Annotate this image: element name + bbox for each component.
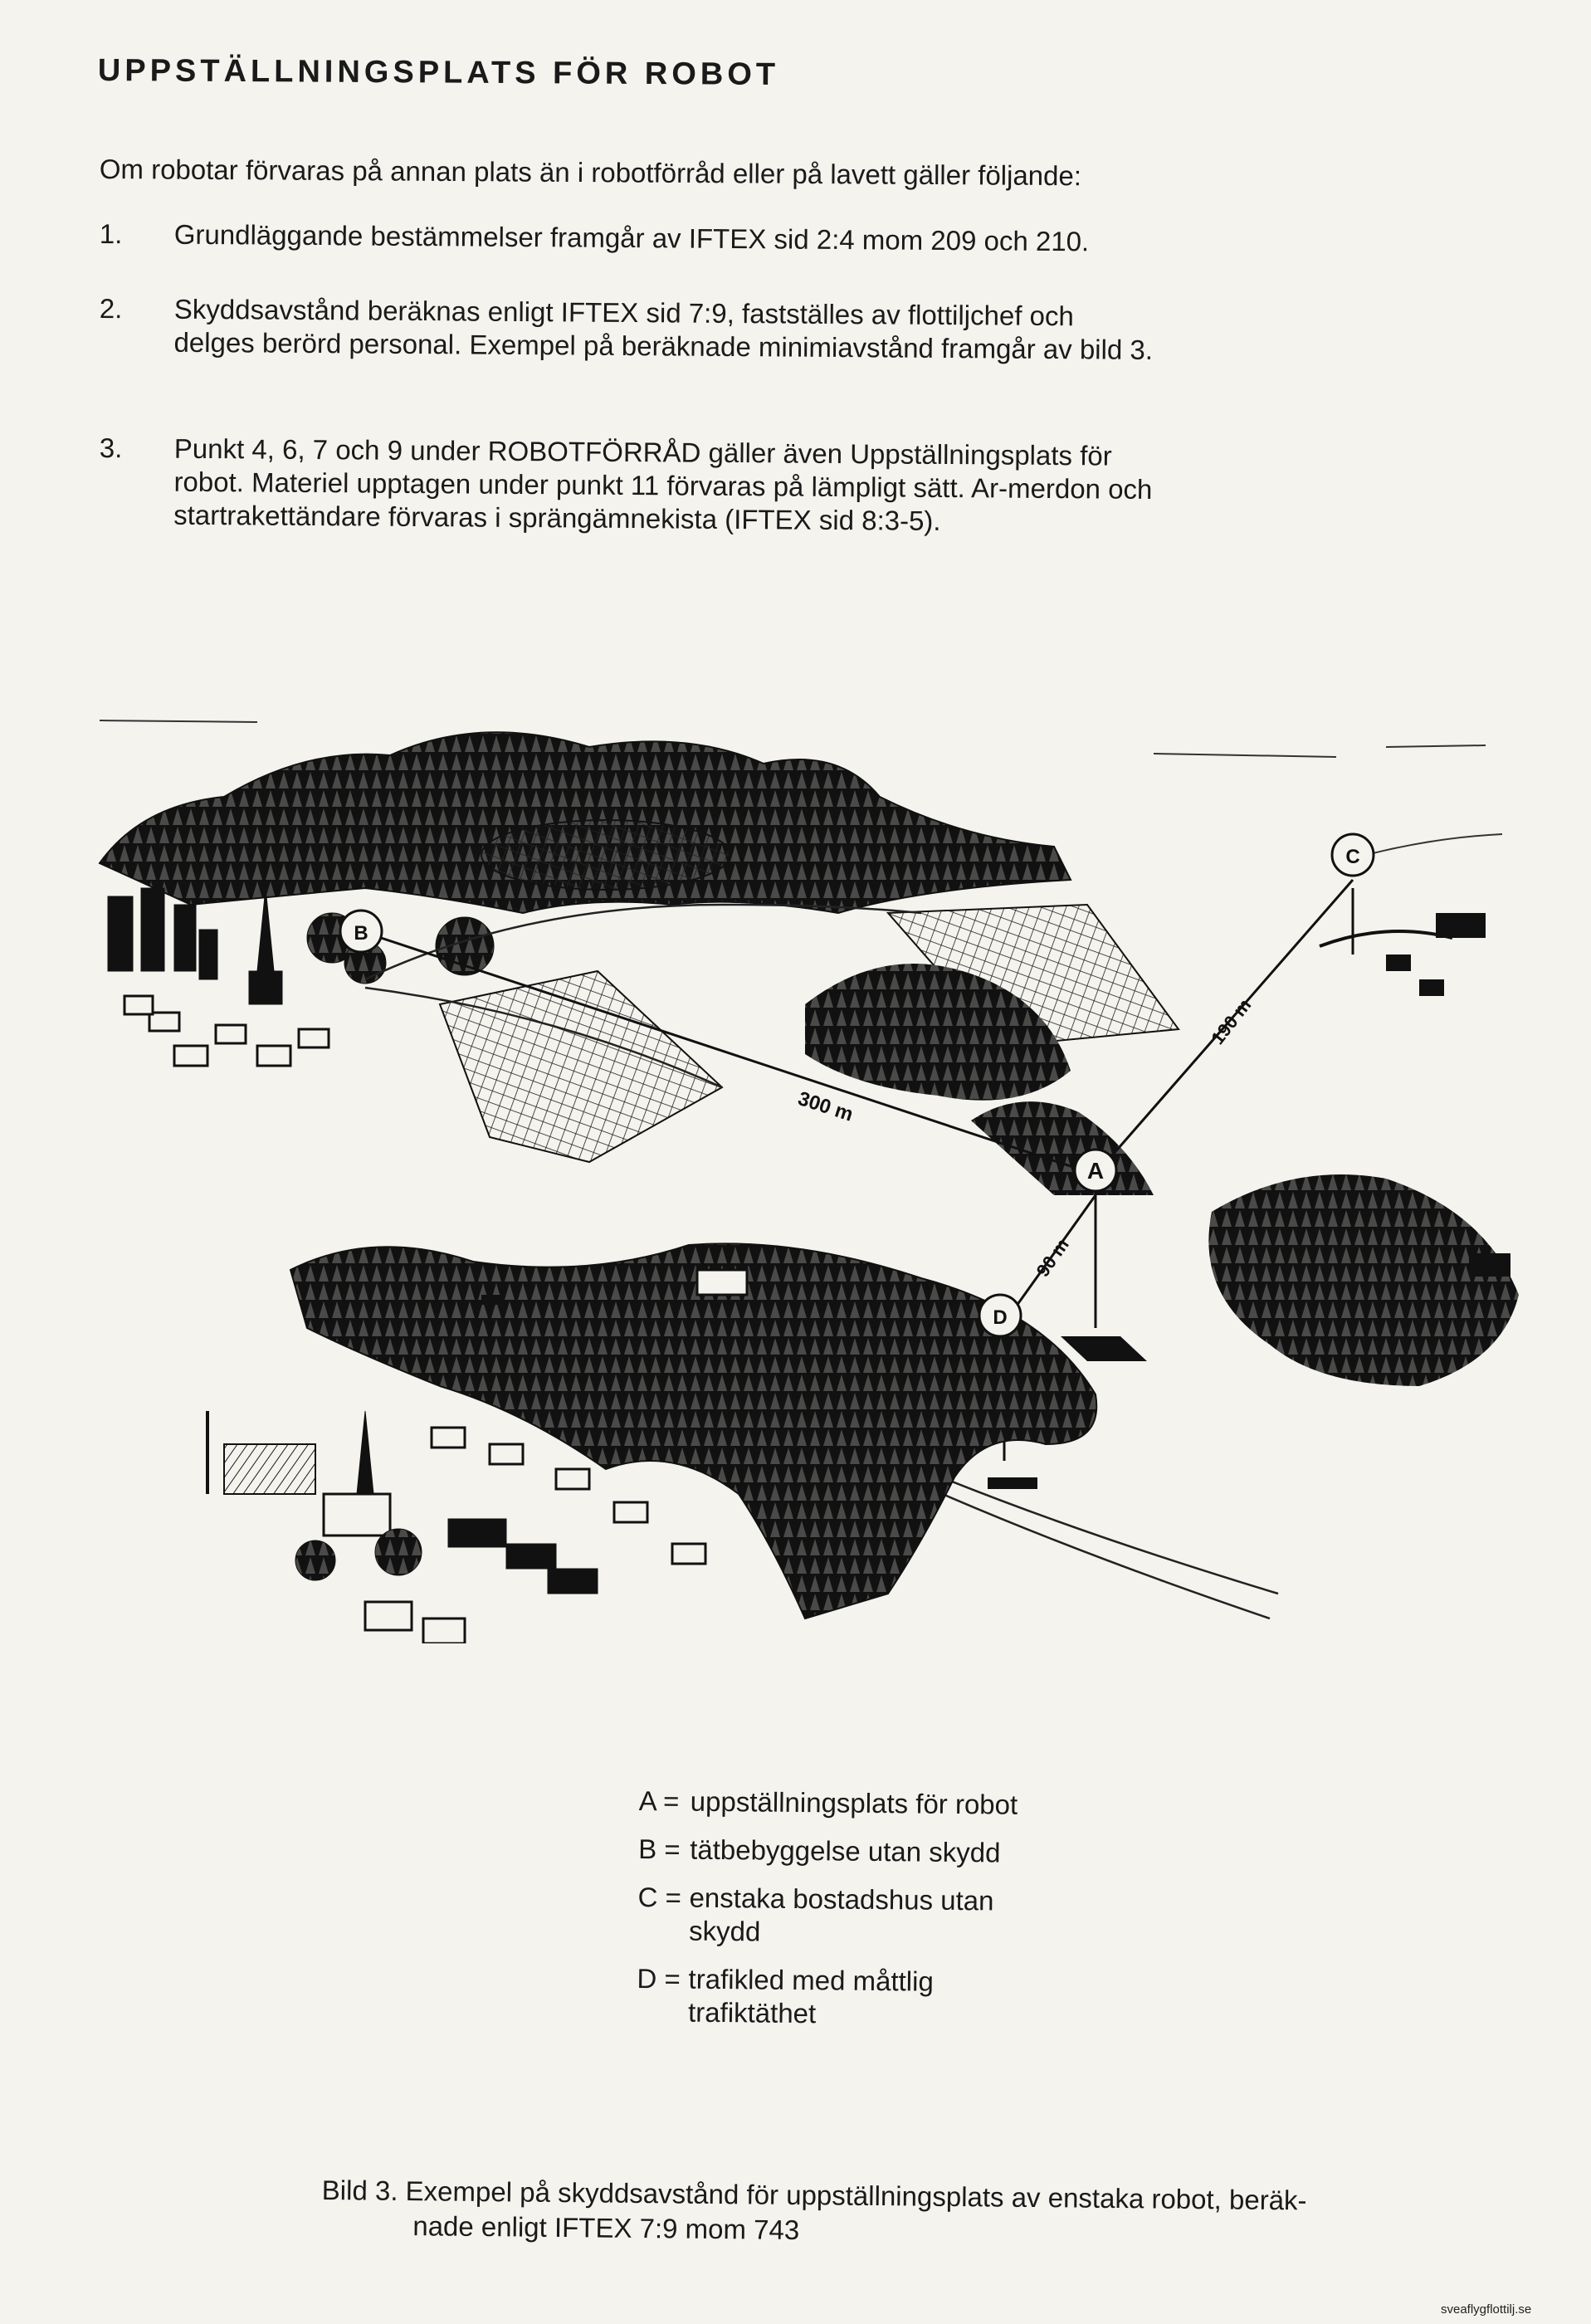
legend-text: enstaka bostadshus utan skydd — [688, 1882, 994, 1947]
forest-right-upper — [1320, 931, 1452, 946]
marker-a-label: A — [1086, 1158, 1105, 1184]
house-center — [697, 1270, 747, 1295]
legend-key: C = — [637, 1881, 682, 1913]
legend-row-d — [637, 1962, 1102, 2034]
field-center — [440, 971, 722, 1162]
distance-label-90: 90 m — [1032, 1234, 1073, 1281]
list-item-1 — [99, 217, 1162, 257]
legend-text: tätbebyggelse utan skydd — [689, 1833, 1001, 1868]
caption-line-2: nade enligt IFTEX 7:9 mom 743 — [412, 2210, 800, 2246]
item-text: Skyddsavstånd beräknas enligt IFTEX sid 7:9, fastställes av flottiljchef och delges berörd personal. Exempel på beräknade minimiavstånd framgår av bild 3. — [173, 293, 1154, 365]
back-field — [481, 820, 730, 890]
item-number: 1. — [99, 217, 123, 250]
intro-paragraph: Om robotar förvaras på annan plats än i robotförråd eller på lavett gäller följande: — [99, 153, 1082, 192]
legend-key: B = — [637, 1833, 681, 1865]
list-item-3 — [99, 432, 1162, 536]
vehicle-road — [481, 1295, 503, 1305]
distance-label-190: 190 m — [1207, 994, 1256, 1049]
forest-right-bottom — [1208, 1174, 1519, 1386]
distance-label-300: 300 m — [795, 1087, 857, 1126]
marker-d-label: D — [993, 1306, 1008, 1329]
legend-text: trafikled med måttlig trafiktäthet — [687, 1963, 935, 2029]
item-text: Punkt 4, 6, 7 och 9 under ROBOTFÖRRÅD gäller även Uppställningsplats för robot. Materiel upptagen under punkt 11 förvaras på lämpligt sätt. Ar-merdon och startrakettändare förvaras i sprängämnekista (IFTEX sid 8:3-5). — [173, 432, 1153, 536]
item-text: Grundläggande bestämmelser framgår av IFTEX sid 2:4 mom 209 och 210. — [173, 218, 1090, 257]
marker-a — [1075, 1150, 1116, 1191]
marker-c — [1332, 834, 1374, 876]
vehicle-rail — [988, 1477, 1037, 1489]
marker-b-label: B — [354, 922, 368, 945]
legend-text: uppställningsplats för robot — [690, 1785, 1018, 1820]
marker-b — [340, 911, 382, 952]
legend — [637, 1784, 1104, 2048]
legend-row-c — [637, 1881, 1103, 1952]
page-title: UPPSTÄLLNINGSPLATS FÖR ROBOT — [97, 53, 780, 93]
list-item-2 — [99, 292, 1162, 365]
town-b — [108, 888, 494, 1066]
forest-ridge — [971, 1101, 1154, 1195]
landscape-illustration — [91, 697, 1585, 1643]
legend-row-b — [638, 1833, 1103, 1871]
legend-key: A = — [638, 1785, 680, 1817]
item-number: 3. — [99, 432, 123, 464]
marker-c-label: C — [1345, 846, 1360, 868]
legend-row-a — [639, 1784, 1104, 1823]
robot-pad — [1061, 1336, 1147, 1361]
legend-key: D = — [637, 1962, 681, 1994]
marker-d — [979, 1295, 1021, 1336]
source-credit: sveaflygflottilj.se — [1441, 2302, 1532, 2317]
caption-line-1: Bild 3. Exempel på skyddsavstånd för uppställningsplats av enstaka robot, beräk- — [321, 2175, 1307, 2216]
figure-caption — [321, 2173, 1393, 2254]
item-number: 2. — [99, 292, 123, 325]
